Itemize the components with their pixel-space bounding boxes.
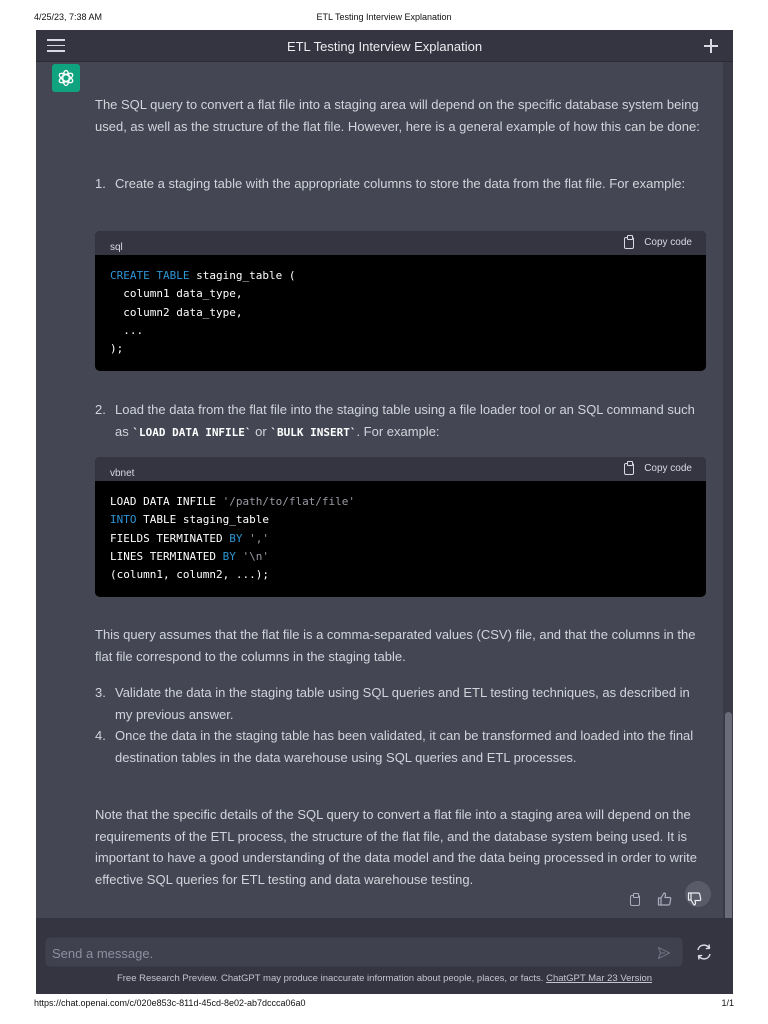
print-date: 4/25/23, 7:38 AM [34,12,103,22]
disclaimer-text: Free Research Preview. ChatGPT may produce inaccurate information about people, places, or facts. [116,973,547,984]
list-number: 3. [95,685,106,700]
copy-code-label: Copy code [644,463,692,474]
code-text: staging_table ( [189,269,296,282]
inline-code: `BULK INSERT` [270,425,357,439]
list-text: or [251,423,271,439]
list-text: Load the data from the flat file into the staging table using a file loader tool or an SQL command such as [115,402,695,439]
regenerate-icon [689,938,719,966]
clipboard-icon [624,463,634,475]
code-text: FIELDS TERMINATED [110,531,230,545]
code-line: column2 data_type, [110,305,243,319]
chat-app [36,30,733,994]
code-keyword: BY [229,531,243,545]
version-link[interactable]: ChatGPT Mar 23 Version [546,973,653,984]
top-bar [36,30,733,62]
message-actions [36,890,723,910]
new-chat-plus-icon[interactable] [701,36,721,56]
code-keyword: CREATE [110,269,150,282]
code-keyword: TABLE [156,269,190,282]
code-line: ... [110,323,144,337]
copy-code-button[interactable] [624,236,692,250]
code-body [95,255,706,370]
code-text: TABLE staging_table [136,513,269,527]
code-language: vbnet [110,468,135,479]
message-input-box [45,937,683,967]
thumbs-down-button[interactable] [686,890,704,908]
list-number: 2. [95,402,106,417]
code-string: '/path/to/flat/file' [222,495,356,508]
code-header [95,457,706,481]
disclaimer [36,973,733,984]
scrollbar[interactable] [723,62,733,918]
clipboard-icon [624,237,634,249]
list-item-step-4 [95,725,703,768]
list-text: . For example: [356,423,440,439]
code-string: ',' [242,531,269,545]
input-area [36,918,733,994]
regenerate-button[interactable] [689,938,719,966]
code-line: (column1, column2, ...); [110,568,269,582]
print-header [0,12,768,26]
code-line: ); [110,342,124,356]
chatgpt-logo-icon [52,64,80,92]
inline-code: `LOAD DATA INFILE` [132,425,252,439]
conversation-title: ETL Testing Interview Explanation [286,39,483,54]
code-body [95,481,706,596]
copy-code-button[interactable] [624,462,692,476]
clipboard-icon [630,895,640,906]
copy-code-label: Copy code [644,237,692,248]
code-keyword: INTO [110,513,137,527]
code-header [95,231,706,255]
code-keyword: BY [222,549,236,563]
code-text: LINES TERMINATED [110,549,223,563]
list-text: Once the data in the staging table has been validated, it can be transformed and loaded into the final destination tables in the data warehouse using SQL queries and ETL processes. [115,728,694,765]
list-text: Validate the data in the staging table using SQL queries and ETL testing techniques, as described in my previous answer. [115,685,690,722]
copy-response-button[interactable] [626,890,644,908]
list-number: 1. [95,176,106,191]
list-number: 4. [95,728,106,743]
list-item-step-2 [95,399,703,443]
list-item-step-1 [95,173,703,195]
scroll-thumb[interactable] [725,712,732,947]
code-line: column1 data_type, [110,287,243,301]
note-paragraph: Note that the specific details of the SQL query to convert a flat file into a staging area will depend on the requirements of the ETL process, the structure of the flat file, and the database system being used. It is important to have a good understanding of the data model and the data being processed in order to write effective SQL queries for ETL testing and data warehouse testing. [95,807,698,887]
code-text: LOAD DATA INFILE [110,495,223,508]
code-block-sql [95,231,706,371]
message-input[interactable] [52,942,642,964]
print-footer [0,998,768,1012]
list-text: Create a staging table with the appropriate columns to store the data from the flat file. For example: [115,176,686,191]
thumbs-up-button[interactable] [656,890,674,908]
code-block-vbnet [95,457,706,597]
assumption-paragraph: This query assumes that the flat file is a comma-separated values (CSV) file, and that the columns in the flat file correspond to the columns in the staging table. [95,627,696,664]
send-icon[interactable] [657,946,671,960]
thumbs-down-icon [686,890,704,908]
print-title: ETL Testing Interview Explanation [316,12,452,22]
print-page-number: 1/1 [721,998,734,1008]
code-language: sql [110,242,123,253]
list-item-step-3 [95,682,703,725]
intro-paragraph: The SQL query to convert a flat file into a staging area will depend on the specific database system being used, as well as the structure of the flat file. However, here is a general example of how this can be done: [95,97,700,134]
thumbs-up-icon [656,890,674,908]
print-url: https://chat.openai.com/c/020e853c-811d-45cd-8e02-ab7dccca06a0 [34,998,306,1008]
code-string: '\n' [235,549,269,563]
